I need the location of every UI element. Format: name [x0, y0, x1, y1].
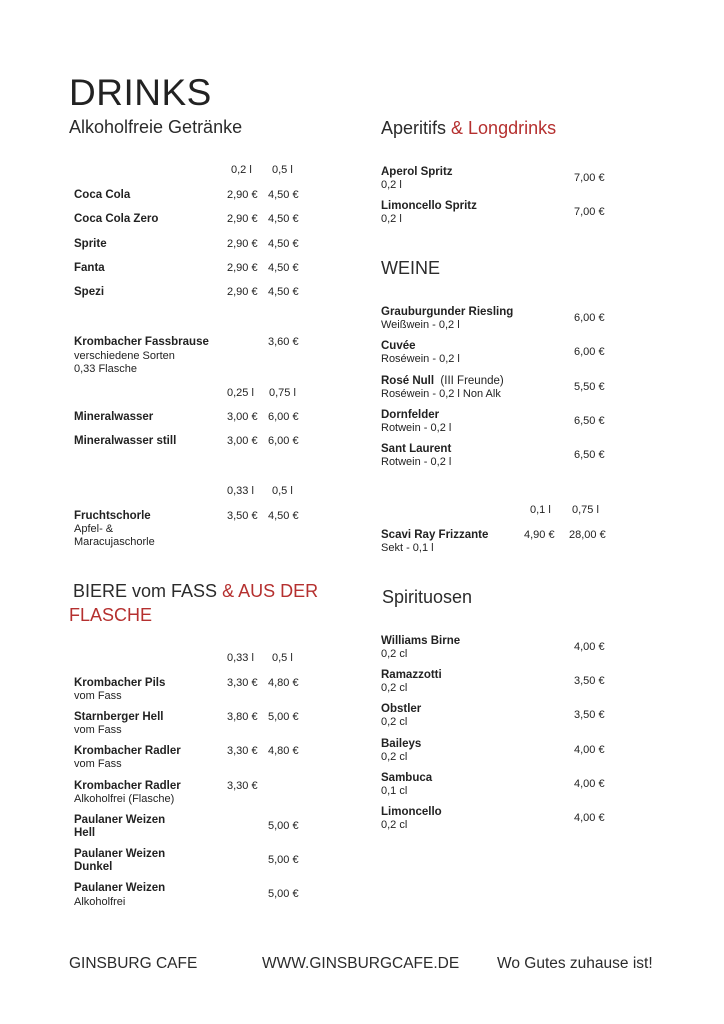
item-price: 7,00 € — [574, 206, 605, 218]
item-name: Mineralwasser still — [74, 435, 177, 447]
item-price: 6,50 € — [574, 415, 605, 427]
item-price: 5,00 € — [268, 820, 299, 832]
item-price: 2,90 € — [227, 262, 258, 274]
item-name: Scavi Ray Frizzante — [381, 529, 489, 541]
item-price: 3,30 € — [227, 780, 258, 792]
item-price: 3,00 € — [227, 435, 258, 447]
item-price: 5,00 € — [268, 888, 299, 900]
item-sub: vom Fass — [74, 758, 122, 770]
item-price: 6,50 € — [574, 449, 605, 461]
item-name-extra: (III Freunde) — [434, 375, 504, 387]
size-header: 0,33 l — [227, 652, 254, 664]
item-sub: Alkoholfrei — [74, 896, 126, 908]
item-name: Obstler — [381, 703, 422, 715]
item-name: Mineralwasser — [74, 411, 154, 423]
item-price: 4,50 € — [268, 510, 299, 522]
item-name: Williams Birne — [381, 635, 461, 647]
item-sub: vom Fass — [74, 690, 122, 702]
item-price: 5,00 € — [268, 711, 299, 723]
item-sub: Alkoholfrei (Flasche) — [74, 793, 175, 805]
item-name: Starnberger Hell — [74, 711, 164, 723]
item-price: 4,80 € — [268, 745, 299, 757]
heading-accent: & AUS DER — [217, 581, 319, 601]
item-name: Cuvée — [381, 340, 416, 352]
item-sub: Dunkel — [74, 861, 113, 873]
item-name: Paulaner Weizen — [74, 848, 166, 860]
size-header: 0,5 l — [272, 485, 293, 497]
item-sub: Rotwein - 0,2 l — [381, 422, 452, 434]
size-header: 0,5 l — [272, 164, 293, 176]
item-sub: 0,2 cl — [381, 648, 408, 660]
item-sub: 0,33 Flasche — [74, 363, 137, 375]
item-price: 4,50 € — [268, 286, 299, 298]
item-sub: 0,2 cl — [381, 819, 408, 831]
item-sub: 0,2 l — [381, 179, 402, 191]
item-price: 4,00 € — [574, 778, 605, 790]
heading-accent: FLASCHE — [69, 605, 153, 625]
size-header: 0,75 l — [572, 504, 599, 516]
item-name: Ramazzotti — [381, 669, 442, 681]
item-price: 4,50 € — [268, 238, 299, 250]
item-name: Grauburgunder Riesling — [381, 306, 514, 318]
item-name-main: Rosé Null — [381, 375, 435, 387]
item-price: 4,00 € — [574, 812, 605, 824]
item-price: 6,00 € — [268, 411, 299, 423]
item-price: 6,00 € — [574, 346, 605, 358]
item-price: 4,00 € — [574, 641, 605, 653]
item-sub: Hell — [74, 827, 96, 839]
item-name: Coca Cola Zero — [74, 213, 159, 225]
item-name: Limoncello Spritz — [381, 200, 477, 212]
item-sub: 0,2 l — [381, 213, 402, 225]
item-name: Limoncello — [381, 806, 442, 818]
section-heading-aperitifs — [381, 118, 556, 139]
item-sub: Rotwein - 0,2 l — [381, 456, 452, 468]
item-name: Coca Cola — [74, 189, 131, 201]
item-price: 2,90 € — [227, 189, 258, 201]
item-sub: 0,1 cl — [381, 785, 408, 797]
item-name: Dornfelder — [381, 409, 440, 421]
item-price: 3,60 € — [268, 336, 299, 348]
item-price: 4,90 € — [524, 529, 555, 541]
item-price: 3,30 € — [227, 677, 258, 689]
item-sub: 0,2 cl — [381, 716, 408, 728]
item-name: Paulaner Weizen — [74, 814, 166, 826]
item-sub: Maracujaschorle — [74, 536, 155, 548]
item-price: 3,50 € — [574, 675, 605, 687]
section-heading-biere — [73, 581, 318, 602]
item-sub: Weißwein - 0,2 l — [381, 319, 460, 331]
item-name: Fanta — [74, 262, 105, 274]
item-price: 28,00 € — [569, 529, 606, 541]
item-price: 4,50 € — [268, 189, 299, 201]
footer-brand: GINSBURG CAFE — [69, 955, 198, 972]
size-header: 0,25 l — [227, 387, 254, 399]
section-heading-spirituosen: Spirituosen — [382, 587, 473, 607]
item-sub: Roséwein - 0,2 l Non Alk — [381, 388, 501, 400]
item-name — [381, 375, 504, 387]
size-header: 0,75 l — [269, 387, 296, 399]
size-header: 0,1 l — [530, 504, 551, 516]
item-name: Sambuca — [381, 772, 433, 784]
item-price: 7,00 € — [574, 172, 605, 184]
item-price: 3,50 € — [574, 709, 605, 721]
item-price: 2,90 € — [227, 213, 258, 225]
item-price: 3,50 € — [227, 510, 258, 522]
item-name: Fruchtschorle — [74, 510, 151, 522]
item-price: 5,50 € — [574, 381, 605, 393]
item-sub: 0,2 cl — [381, 682, 408, 694]
size-header: 0,5 l — [272, 652, 293, 664]
item-sub: 0,2 cl — [381, 751, 408, 763]
item-price: 4,50 € — [268, 213, 299, 225]
page-title: DRINKS — [69, 72, 212, 113]
item-price: 2,90 € — [227, 286, 258, 298]
item-name: Krombacher Radler — [74, 745, 181, 757]
item-price: 3,30 € — [227, 745, 258, 757]
footer-website-link[interactable]: WWW.GINSBURGCAFE.DE — [262, 955, 460, 972]
item-price: 5,00 € — [268, 854, 299, 866]
item-price: 6,00 € — [574, 312, 605, 324]
item-name: Sant Laurent — [381, 443, 452, 455]
item-price: 2,90 € — [227, 238, 258, 250]
item-name: Paulaner Weizen — [74, 882, 166, 894]
heading-accent: & Longdrinks — [446, 118, 557, 138]
footer-slogan: Wo Gutes zuhause ist! — [497, 955, 653, 972]
item-price: 4,80 € — [268, 677, 299, 689]
item-sub: verschiedene Sorten — [74, 350, 175, 362]
item-sub: vom Fass — [74, 724, 122, 736]
item-price: 4,00 € — [574, 744, 605, 756]
item-name: Krombacher Fassbrause — [74, 336, 209, 348]
item-price: 3,80 € — [227, 711, 258, 723]
item-name: Baileys — [381, 738, 422, 750]
item-price: 4,50 € — [268, 262, 299, 274]
heading-part: vom FASS — [127, 581, 218, 601]
item-name: Krombacher Radler — [74, 780, 181, 792]
size-header: 0,33 l — [227, 485, 254, 497]
item-sub: Apfel- & — [74, 523, 114, 535]
item-name: Spezi — [74, 286, 105, 298]
item-name: Krombacher Pils — [74, 677, 166, 689]
item-sub: Roséwein - 0,2 l — [381, 353, 460, 365]
heading-part: Aperitifs — [381, 118, 447, 138]
item-price: 3,00 € — [227, 411, 258, 423]
item-name: Sprite — [74, 238, 107, 250]
item-name: Aperol Spritz — [381, 166, 453, 178]
section-heading-alkoholfrei: Alkoholfreie Getränke — [69, 117, 243, 137]
size-header: 0,2 l — [231, 164, 252, 176]
section-heading-weine: WEINE — [381, 258, 441, 278]
heading-part: BIERE — [73, 581, 128, 601]
item-sub: Sekt - 0,1 l — [381, 542, 434, 554]
item-price: 6,00 € — [268, 435, 299, 447]
